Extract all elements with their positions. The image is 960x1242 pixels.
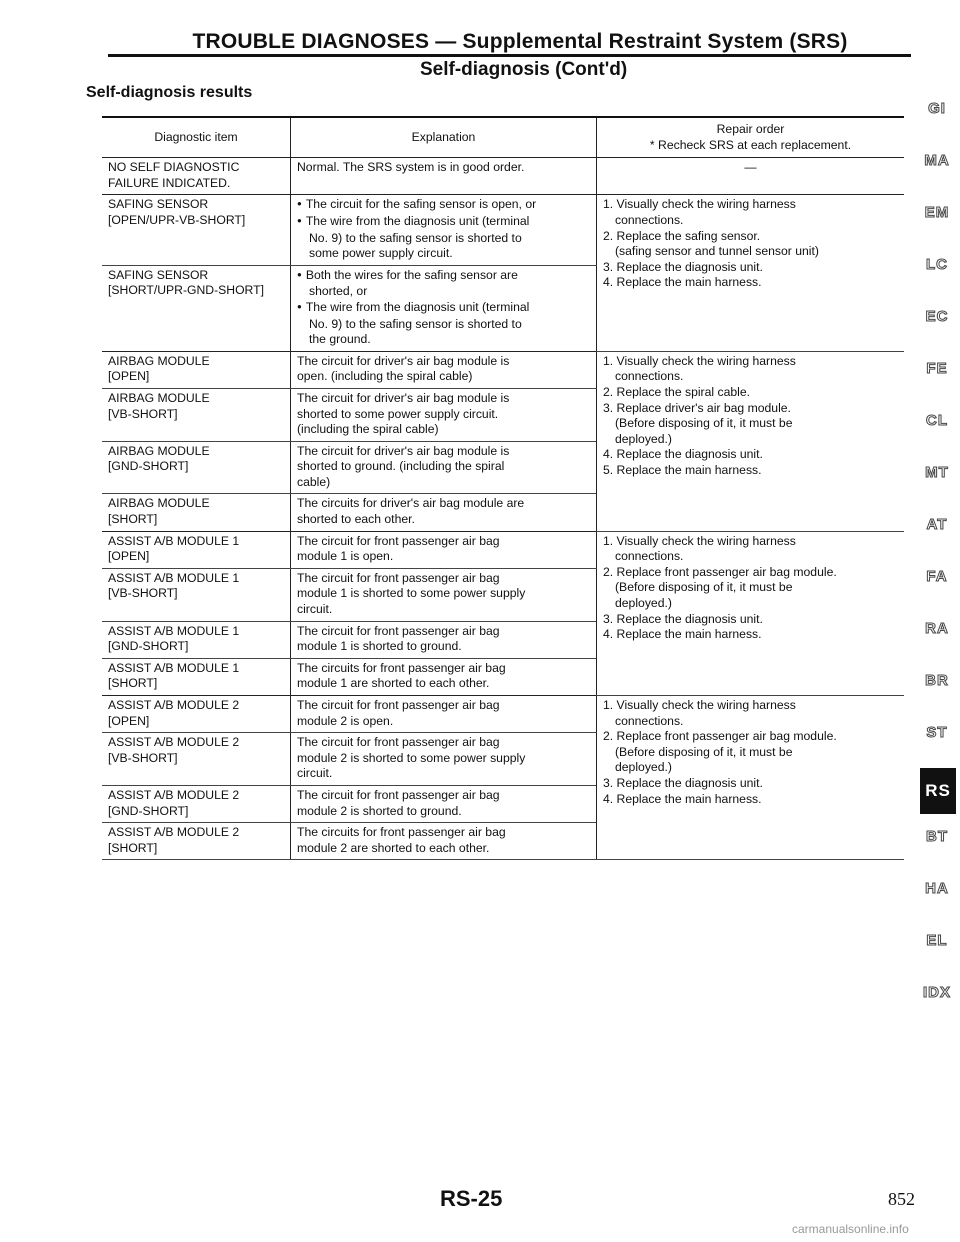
- section-tab-at: AT: [926, 516, 948, 533]
- explanation-text: the ground.: [309, 332, 371, 347]
- column-header-explanation: Explanation: [291, 117, 597, 158]
- explanation-cell: [291, 621, 597, 658]
- diagnostic-item-text: SAFING SENSOR: [108, 267, 209, 282]
- table-row: [102, 696, 904, 733]
- repair-step-text: 4. Replace the main harness.: [603, 627, 762, 642]
- explanation-cell: [291, 733, 597, 786]
- repair-step-text: 4. Replace the main harness.: [603, 791, 762, 806]
- diagnostic-item-cell: [102, 658, 291, 695]
- diagnostic-item-cell: [102, 441, 291, 494]
- diagnostic-item-text: [SHORT]: [108, 840, 158, 855]
- explanation-cell: [291, 388, 597, 441]
- diagnostic-item-cell: [102, 265, 291, 351]
- diagnostic-item-text: ASSIST A/B MODULE 2: [108, 735, 240, 750]
- diagnostic-item-cell: [102, 621, 291, 658]
- diagnostic-item-text: FAILURE INDICATED.: [108, 175, 231, 190]
- section-tab-mt: MT: [925, 464, 949, 481]
- explanation-text: circuit.: [297, 602, 333, 617]
- explanation-text: The circuit for front passenger air bag: [297, 735, 500, 750]
- repair-step-text: —: [744, 160, 757, 175]
- explanation-text: module 1 are shorted to each other.: [297, 676, 490, 691]
- repair-order-cell: [597, 158, 905, 195]
- explanation-text: The circuits for driver's air bag module are: [297, 496, 525, 511]
- repair-order-cell: [597, 531, 905, 695]
- diagnostic-item-text: [OPEN]: [108, 713, 150, 728]
- explanation-text: some power supply circuit.: [309, 246, 453, 261]
- section-tab-ra: RA: [925, 620, 949, 637]
- title-rule: [108, 54, 911, 57]
- diagnostic-item-text: [SHORT]: [108, 512, 158, 527]
- explanation-cell: [291, 158, 597, 195]
- repair-step-text: 3. Replace the diagnosis unit.: [603, 259, 763, 274]
- diagnostic-item-text: ASSIST A/B MODULE 1: [108, 660, 240, 675]
- explanation-text: The circuit for front passenger air bag: [297, 570, 500, 585]
- explanation-text: Normal. The SRS system is in good order.: [297, 160, 525, 175]
- page-code: RS-25: [440, 1186, 503, 1211]
- explanation-text: The circuits for front passenger air bag: [297, 825, 506, 840]
- explanation-text: ● Both the wires for the safing sensor are: [297, 268, 590, 285]
- explanation-cell: [291, 441, 597, 494]
- explanation-text: ● The circuit for the safing sensor is open, or: [297, 197, 590, 214]
- diagnostic-item-cell: [102, 351, 291, 388]
- explanation-text: ● The wire from the diagnosis unit (terminal: [297, 300, 590, 317]
- repair-order-label: Repair order: [716, 122, 785, 136]
- explanation-text: module 2 is shorted to ground.: [297, 803, 462, 818]
- diagnostic-item-text: [OPEN]: [108, 369, 150, 384]
- repair-step-text: 3. Replace the diagnosis unit.: [603, 775, 763, 790]
- repair-step-text: 3. Replace the diagnosis unit.: [603, 611, 763, 626]
- repair-step-text: connections.: [615, 549, 684, 564]
- section-tab-el: EL: [926, 932, 948, 949]
- explanation-text: The circuit for driver's air bag module is: [297, 443, 510, 458]
- explanation-text: The circuit for front passenger air bag: [297, 533, 500, 548]
- explanation-text: module 2 is open.: [297, 713, 394, 728]
- table-row: [102, 158, 904, 195]
- repair-order-note: * Recheck SRS at each replacement.: [649, 137, 852, 152]
- explanation-text: shorted, or: [309, 284, 368, 299]
- diagnostic-item-text: ASSIST A/B MODULE 2: [108, 698, 240, 712]
- repair-step-text: 3. Replace driver's air bag module.: [603, 400, 791, 415]
- self-diagnosis-table: [102, 116, 904, 860]
- diagnostic-item-text: ASSIST A/B MODULE 2: [108, 787, 240, 802]
- explanation-cell: [291, 658, 597, 695]
- diagnostic-item-text: [OPEN]: [108, 549, 150, 564]
- explanation-text: ● The wire from the diagnosis unit (terminal: [297, 214, 590, 231]
- repair-step-text: 1. Visually check the wiring harness: [603, 353, 796, 368]
- repair-step-text: (safing sensor and tunnel sensor unit): [615, 244, 819, 259]
- explanation-cell: [291, 823, 597, 860]
- section-tab-em: EM: [924, 204, 950, 221]
- explanation-text: shorted to each other.: [297, 512, 415, 527]
- repair-step-text: (Before disposing of it, it must be: [615, 416, 793, 431]
- section-tab-ec: EC: [925, 308, 949, 325]
- diagnostic-item-text: AIRBAG MODULE: [108, 390, 210, 405]
- section-tab-gi: GI: [928, 100, 946, 117]
- explanation-cell: [291, 531, 597, 568]
- table-row: [102, 195, 904, 265]
- explanation-text: The circuit for front passenger air bag: [297, 698, 500, 712]
- explanation-cell: [291, 696, 597, 733]
- diagnostic-item-cell: [102, 531, 291, 568]
- repair-step-text: connections.: [615, 369, 684, 384]
- explanation-text: The circuit for front passenger air bag: [297, 787, 500, 802]
- table-row: [102, 351, 904, 388]
- explanation-cell: [291, 494, 597, 531]
- column-header-repair-order: [597, 117, 905, 158]
- section-tab-cl: CL: [926, 412, 948, 429]
- explanation-cell: [291, 568, 597, 621]
- diagnostic-item-text: ASSIST A/B MODULE 1: [108, 533, 240, 548]
- explanation-text: module 2 are shorted to each other.: [297, 840, 490, 855]
- explanation-text: The circuit for driver's air bag module is: [297, 353, 510, 368]
- diagnostic-item-text: [VB-SHORT]: [108, 750, 178, 765]
- diagnostic-item-cell: [102, 195, 291, 265]
- diagnostic-item-text: AIRBAG MODULE: [108, 443, 210, 458]
- section-tab-br: BR: [925, 672, 949, 689]
- repair-step-text: 4. Replace the main harness.: [603, 275, 762, 290]
- diagnostic-item-text: ASSIST A/B MODULE 1: [108, 623, 240, 638]
- explanation-cell: [291, 195, 597, 265]
- explanation-text: circuit.: [297, 766, 333, 781]
- explanation-text: (including the spiral cable): [297, 422, 439, 437]
- diagnostic-item-cell: [102, 494, 291, 531]
- diagnostic-item-text: [GND-SHORT]: [108, 459, 189, 474]
- diagnostic-item-text: NO SELF DIAGNOSTIC: [108, 160, 240, 175]
- repair-step-text: connections.: [615, 713, 684, 728]
- diagnostic-item-cell: [102, 158, 291, 195]
- repair-order-cell: [597, 351, 905, 531]
- repair-step-text: deployed.): [615, 760, 672, 775]
- repair-step-text: 2. Replace front passenger air bag module.: [603, 564, 837, 579]
- diagnostic-item-text: [VB-SHORT]: [108, 586, 178, 601]
- diagnostic-item-cell: [102, 568, 291, 621]
- diagnostic-item-text: [SHORT/UPR-GND-SHORT]: [108, 283, 264, 298]
- section-tab-rs: RS: [920, 768, 956, 814]
- explanation-text: open. (including the spiral cable): [297, 369, 473, 384]
- repair-step-text: deployed.): [615, 431, 672, 446]
- section-tab-fe: FE: [926, 360, 948, 377]
- diagnostic-item-cell: [102, 823, 291, 860]
- repair-step-text: 1. Visually check the wiring harness: [603, 197, 796, 212]
- repair-step-text: 2. Replace front passenger air bag module.: [603, 729, 837, 744]
- explanation-text: cable): [297, 474, 331, 489]
- section-title: Self-diagnosis results: [86, 84, 253, 101]
- section-tab-lc: LC: [926, 256, 948, 273]
- diagnostic-item-text: SAFING SENSOR: [108, 197, 209, 212]
- explanation-text: module 1 is shorted to ground.: [297, 639, 462, 654]
- diagnostic-item-text: AIRBAG MODULE: [108, 353, 210, 368]
- diagnostic-item-cell: [102, 696, 291, 733]
- diagnostic-item-cell: [102, 733, 291, 786]
- section-tab-bt: BT: [926, 828, 948, 845]
- explanation-text: module 1 is open.: [297, 549, 394, 564]
- section-tab-fa: FA: [926, 568, 948, 585]
- explanation-cell: [291, 265, 597, 351]
- diagnostic-item-text: [SHORT]: [108, 676, 158, 691]
- explanation-text: module 2 is shorted to some power supply: [297, 750, 526, 765]
- page-number: 852: [888, 1189, 915, 1209]
- page-subtitle: Self-diagnosis (Cont'd): [420, 59, 628, 80]
- section-tab-idx: IDX: [922, 984, 951, 1001]
- diagnostic-item-cell: [102, 785, 291, 822]
- diagnostic-item-text: [VB-SHORT]: [108, 406, 178, 421]
- table-body: [102, 158, 904, 860]
- repair-order-cell: [597, 195, 905, 351]
- repair-step-text: (Before disposing of it, it must be: [615, 744, 793, 759]
- diagnostic-item-text: [GND-SHORT]: [108, 639, 189, 654]
- repair-step-text: 2. Replace the spiral cable.: [603, 384, 751, 399]
- diagnostic-item-cell: [102, 388, 291, 441]
- watermark: carmanualsonline.info: [792, 1222, 909, 1236]
- diagnostic-item-text: AIRBAG MODULE: [108, 496, 210, 511]
- explanation-text: No. 9) to the safing sensor is shorted to: [309, 316, 522, 331]
- repair-step-text: 5. Replace the main harness.: [603, 462, 762, 477]
- repair-order-cell: [597, 696, 905, 860]
- section-tab-st: ST: [926, 724, 948, 741]
- section-tab-ha: HA: [925, 880, 949, 897]
- table-row: [102, 531, 904, 568]
- repair-step-text: connections.: [615, 212, 684, 227]
- page-title: TROUBLE DIAGNOSES — Supplemental Restraint System (SRS): [192, 30, 848, 53]
- repair-step-text: 4. Replace the diagnosis unit.: [603, 447, 763, 462]
- explanation-text: The circuits for front passenger air bag: [297, 660, 506, 675]
- repair-step-text: deployed.): [615, 596, 672, 611]
- explanation-text: The circuit for driver's air bag module is: [297, 390, 510, 405]
- section-tab-ma: MA: [924, 152, 950, 169]
- explanation-cell: [291, 785, 597, 822]
- repair-step-text: 2. Replace the safing sensor.: [603, 228, 761, 243]
- explanation-text: shorted to ground. (including the spiral: [297, 459, 505, 474]
- diagnostic-item-text: [GND-SHORT]: [108, 803, 189, 818]
- explanation-text: module 1 is shorted to some power supply: [297, 586, 526, 601]
- repair-step-text: 1. Visually check the wiring harness: [603, 698, 796, 712]
- explanation-text: The circuit for front passenger air bag: [297, 623, 500, 638]
- repair-step-text: (Before disposing of it, it must be: [615, 580, 793, 595]
- diagnostic-item-text: [OPEN/UPR-VB-SHORT]: [108, 212, 246, 227]
- diagnostic-item-text: ASSIST A/B MODULE 2: [108, 825, 240, 840]
- diagnostic-item-text: ASSIST A/B MODULE 1: [108, 570, 240, 585]
- explanation-text: shorted to some power supply circuit.: [297, 406, 499, 421]
- repair-step-text: 1. Visually check the wiring harness: [603, 533, 796, 548]
- column-header-diagnostic-item: Diagnostic item: [102, 117, 291, 158]
- explanation-cell: [291, 351, 597, 388]
- explanation-text: No. 9) to the safing sensor is shorted to: [309, 230, 522, 245]
